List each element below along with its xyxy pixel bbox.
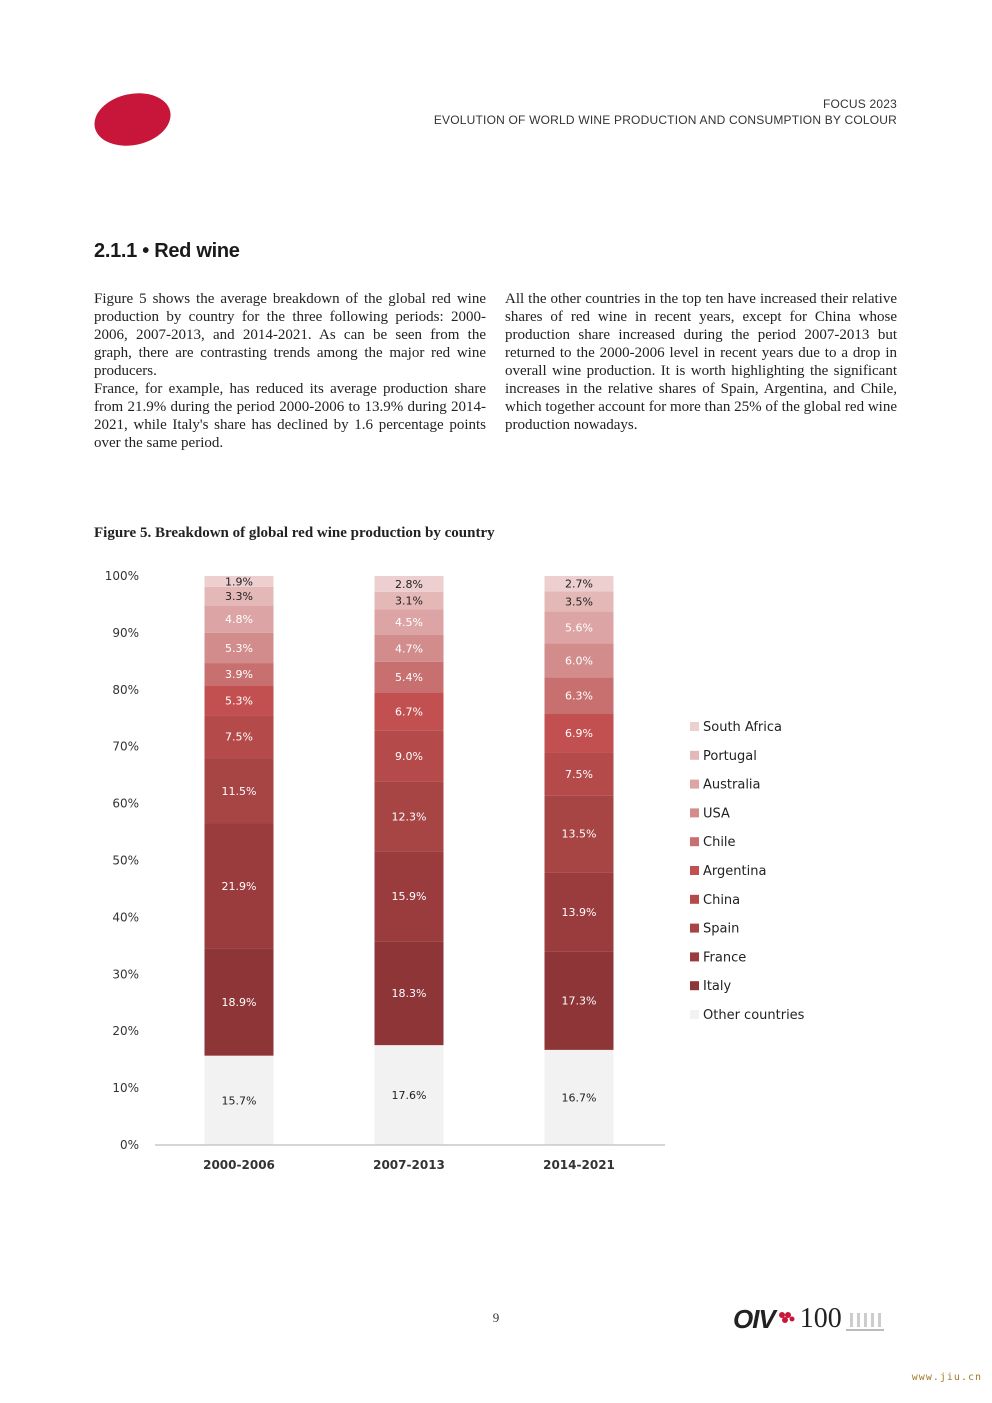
data-label: 4.5% <box>395 616 423 630</box>
x-tick-label: 2000-2006 <box>203 1158 275 1172</box>
y-tick-label: 40% <box>112 910 139 925</box>
data-label: 6.7% <box>395 705 423 719</box>
legend-swatch <box>690 837 699 846</box>
data-label: 16.7% <box>561 1091 597 1105</box>
data-label: 17.6% <box>391 1089 427 1103</box>
data-label: 5.6% <box>565 621 593 635</box>
data-label: 2.8% <box>395 577 423 591</box>
section-title: 2.1.1 • Red wine <box>94 240 240 262</box>
oiv-logo-number: 100 <box>799 1303 842 1334</box>
page-number: 9 <box>492 1310 500 1325</box>
paragraph: Figure 5 shows the average breakdown of the global red wine production by country for the three following periods: 2000-2006, 2007-2013, and 2014-2021. As can be seen from the graph, there are contrasting trends among the major red wine producers. <box>94 291 486 379</box>
y-tick-label: 20% <box>112 1024 139 1039</box>
data-label: 17.3% <box>561 994 597 1008</box>
data-label: 13.5% <box>561 827 597 841</box>
oiv-100-logo <box>733 1302 884 1336</box>
legend-swatch <box>690 952 699 961</box>
legend-label: France <box>703 950 747 966</box>
legend-label: China <box>703 892 741 908</box>
data-label: 15.9% <box>391 890 427 904</box>
data-label: 3.3% <box>225 590 253 604</box>
legend-swatch <box>690 981 699 990</box>
data-label: 1.9% <box>225 575 253 589</box>
y-tick-label: 60% <box>112 796 139 811</box>
data-label: 4.8% <box>225 613 253 627</box>
legend-swatch <box>690 722 699 731</box>
data-label: 4.7% <box>395 642 423 656</box>
data-label: 7.5% <box>565 767 593 781</box>
y-tick-label: 0% <box>119 1138 139 1152</box>
legend-label: Chile <box>703 835 736 851</box>
y-tick-label: 30% <box>112 967 139 982</box>
data-label: 11.5% <box>221 784 257 798</box>
paragraph: All the other countries in the top ten have increased their relative shares of red wine in recent years, except for China whose production share increased during the period 2007-2013 but returned to the 2000-2006 level in recent years due to a drop in overall wine production. It is worth highlighting the significant increases in the relative shares of Spain, Argentina, and Chile, which together account for more than 25% of the global red wine production nowadays. <box>505 291 897 433</box>
data-label: 12.3% <box>391 810 427 824</box>
y-tick-label: 90% <box>112 625 139 640</box>
data-label: 6.9% <box>565 726 593 740</box>
data-label: 13.9% <box>561 905 597 919</box>
legend-label: Spain <box>703 921 740 937</box>
data-label: 18.9% <box>221 995 257 1009</box>
data-label: 6.3% <box>565 689 593 703</box>
legend-label: Italy <box>703 979 732 995</box>
data-label: 9.0% <box>395 749 423 763</box>
paragraph: France, for example, has reduced its average production share from 21.9% during the period 2000-2006 to 13.9% during 2014-2021, while Italy's share has declined by 1.6 percentage points over the same period. <box>94 381 486 451</box>
y-tick-label: 100% <box>104 569 139 583</box>
data-label: 15.7% <box>221 1094 257 1108</box>
x-tick-label: 2014-2021 <box>543 1158 615 1172</box>
y-tick-label: 70% <box>112 739 139 754</box>
legend-label: Australia <box>703 777 761 793</box>
header-focus: FOCUS 2023 <box>822 97 897 111</box>
data-label: 6.0% <box>565 654 593 668</box>
y-tick-label: 10% <box>112 1081 139 1096</box>
legend-swatch <box>690 751 699 760</box>
legend-swatch <box>690 924 699 933</box>
grape-icon <box>778 1311 796 1327</box>
legend-swatch <box>690 780 699 789</box>
data-label: 18.3% <box>391 987 427 1001</box>
legend-label: South Africa <box>703 720 782 735</box>
data-label: 5.3% <box>225 641 253 655</box>
data-label: 21.9% <box>221 879 257 893</box>
legend-swatch <box>690 866 699 875</box>
building-icon <box>846 1307 884 1331</box>
legend-swatch <box>690 1010 699 1019</box>
data-label: 2.7% <box>565 577 593 591</box>
legend-swatch <box>690 895 699 904</box>
legend-label: Other countries <box>703 1008 805 1023</box>
x-tick-label: 2007-2013 <box>373 1158 445 1172</box>
watermark: www.jiu.cn <box>911 1372 982 1383</box>
data-label: 7.5% <box>225 730 253 744</box>
data-label: 3.9% <box>225 668 253 682</box>
y-tick-label: 80% <box>112 682 139 697</box>
data-label: 3.5% <box>565 595 593 609</box>
data-label: 3.1% <box>395 594 423 608</box>
legend-label: USA <box>703 806 730 822</box>
legend-label: Portugal <box>703 748 757 764</box>
header-subtitle: EVOLUTION OF WORLD WINE PRODUCTION AND CONSUMPTION BY COLOUR <box>433 113 897 127</box>
figure-caption: Figure 5. Breakdown of global red wine production by country <box>94 525 495 541</box>
y-tick-label: 50% <box>112 853 139 868</box>
oiv-logo-text: OIV <box>733 1303 775 1334</box>
legend-label: Argentina <box>703 864 767 879</box>
data-label: 5.3% <box>225 694 253 708</box>
data-label: 5.4% <box>395 670 423 684</box>
legend-swatch <box>690 808 699 817</box>
